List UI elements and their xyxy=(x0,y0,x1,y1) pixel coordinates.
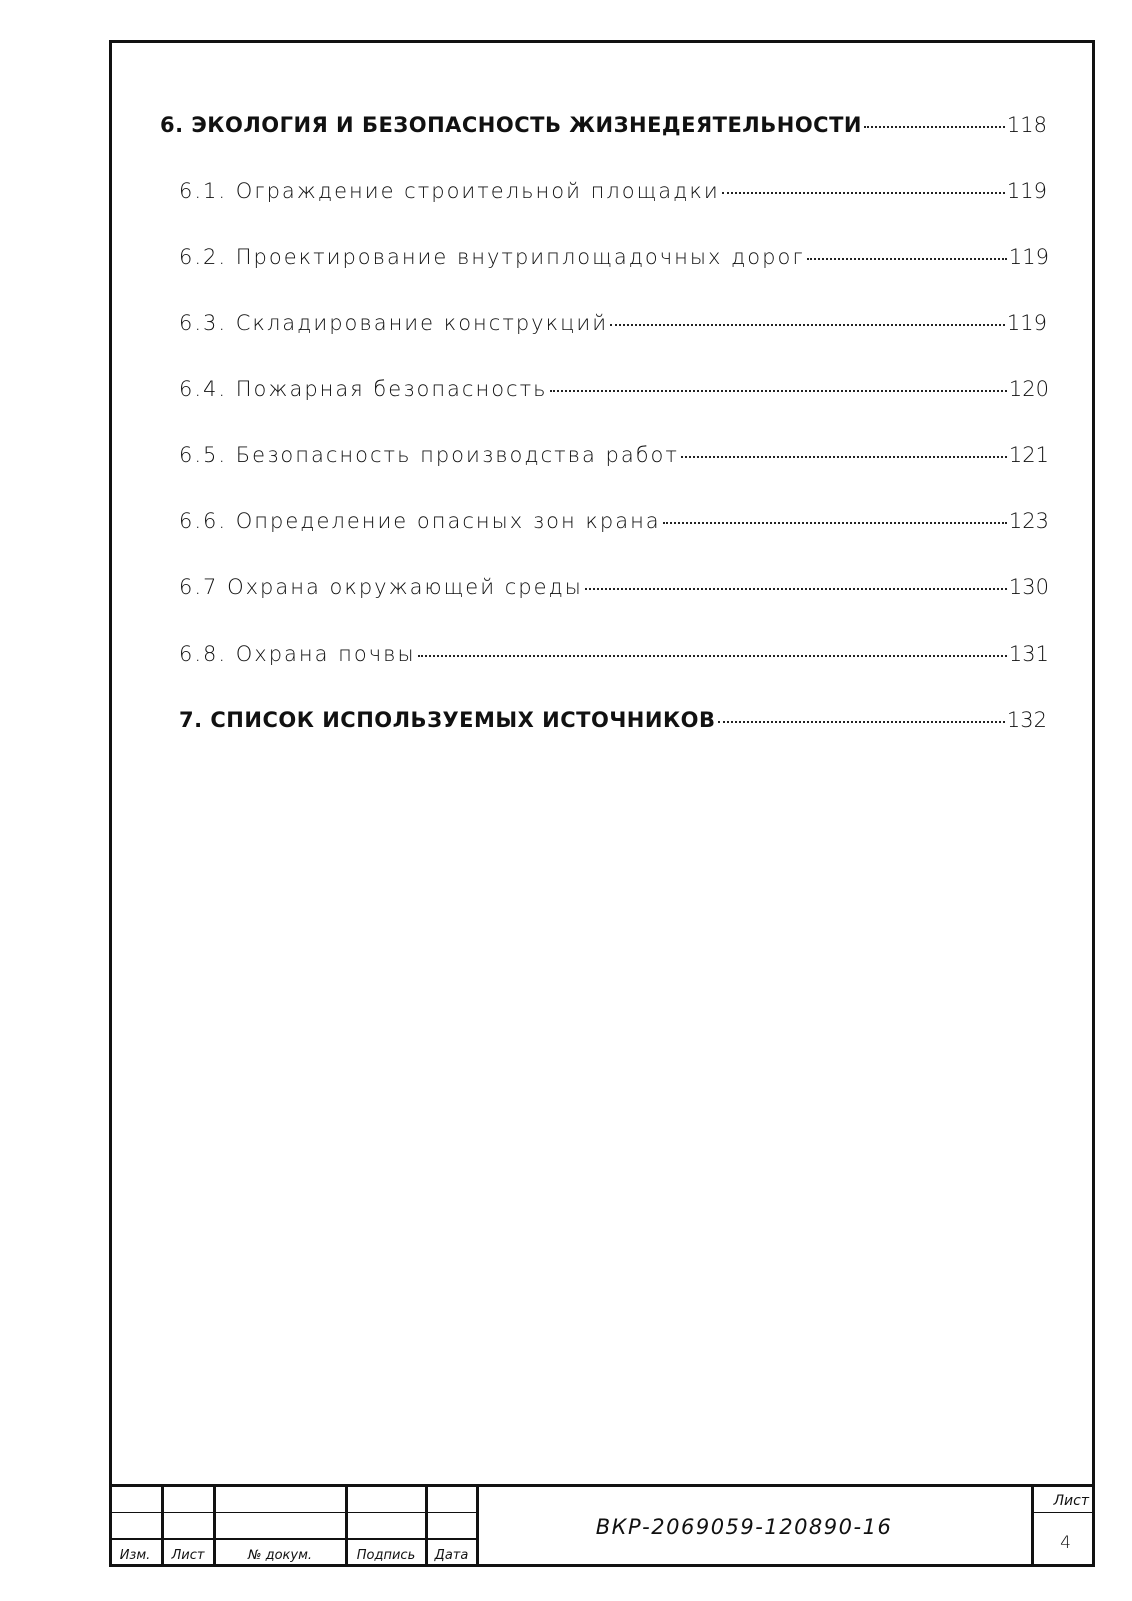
toc-leader xyxy=(722,192,1005,194)
toc-item-label: 7. СПИСОК ИСПОЛЬЗУЕМЫХ ИСТОЧНИКОВ xyxy=(179,708,716,732)
stamp-row-line xyxy=(1031,1512,1095,1513)
toc-leader xyxy=(418,655,1007,657)
toc-item[interactable] xyxy=(179,245,1049,269)
toc-item-label: 6.3. Складирование конструкций xyxy=(179,311,609,335)
toc-item[interactable] xyxy=(179,509,1049,533)
toc-item-label: 6.2. Проектирование внутриплощадочных дорог xyxy=(179,245,805,269)
toc-leader xyxy=(663,522,1007,524)
toc-item-label: 6. ЭКОЛОГИЯ И БЕЗОПАСНОСТЬ ЖИЗНЕДЕЯТЕЛЬНОСТИ xyxy=(160,113,862,137)
toc-item-label: 6.7 Охрана окружающей среды xyxy=(179,575,583,599)
toc-item[interactable] xyxy=(179,642,1049,666)
toc-item-page: 118 xyxy=(1006,113,1047,137)
toc-leader xyxy=(585,588,1007,590)
toc-item[interactable] xyxy=(179,575,1049,599)
toc-item[interactable] xyxy=(179,708,1047,732)
toc-item-page: 123 xyxy=(1008,509,1049,533)
toc-item[interactable] xyxy=(179,179,1047,203)
toc-item-page: 119 xyxy=(1008,245,1049,269)
toc-item-label: 6.1. Ограждение строительной площадки xyxy=(179,179,720,203)
document-code: ВКР-2069059-120890-16 xyxy=(595,1515,893,1539)
toc-item-label: 6.8. Охрана почвы xyxy=(179,642,416,666)
toc-leader xyxy=(864,126,1005,128)
toc-leader xyxy=(807,258,1007,260)
col-label-izm: Изм. xyxy=(119,1548,151,1563)
toc-item[interactable] xyxy=(160,113,1047,137)
col-label-data: Дата xyxy=(434,1548,469,1563)
toc-item-page: 121 xyxy=(1008,443,1049,467)
toc-item-page: 119 xyxy=(1006,311,1047,335)
toc-leader xyxy=(550,390,1007,392)
toc-item-page: 131 xyxy=(1008,642,1049,666)
toc-item-page: 119 xyxy=(1006,179,1047,203)
toc-item-label: 6.5. Безопасность производства работ xyxy=(179,443,679,467)
sheet-number: 4 xyxy=(1060,1533,1071,1553)
toc-item[interactable] xyxy=(179,443,1049,467)
title-block xyxy=(109,1484,1095,1567)
toc-item[interactable] xyxy=(179,377,1049,401)
toc-item[interactable] xyxy=(179,311,1047,335)
sheet-label: Лист xyxy=(1053,1493,1089,1509)
toc-item-label: 6.6. Определение опасных зон крана xyxy=(179,509,661,533)
toc-leader xyxy=(610,324,1005,326)
toc-item-page: 132 xyxy=(1006,708,1047,732)
drawing-frame xyxy=(109,40,1095,1567)
toc-leader xyxy=(681,456,1007,458)
stamp-divider xyxy=(1031,1487,1034,1567)
col-label-list: Лист xyxy=(171,1548,205,1563)
toc-item-page: 130 xyxy=(1008,575,1049,599)
toc-item-label: 6.4. Пожарная безопасность xyxy=(179,377,548,401)
col-label-dokum: № докум. xyxy=(247,1548,313,1563)
stamp-row-line xyxy=(109,1538,479,1540)
toc-leader xyxy=(718,721,1005,723)
toc-item-page: 120 xyxy=(1008,377,1049,401)
stamp-row-line xyxy=(109,1512,479,1513)
col-label-podpis: Подпись xyxy=(356,1548,416,1563)
